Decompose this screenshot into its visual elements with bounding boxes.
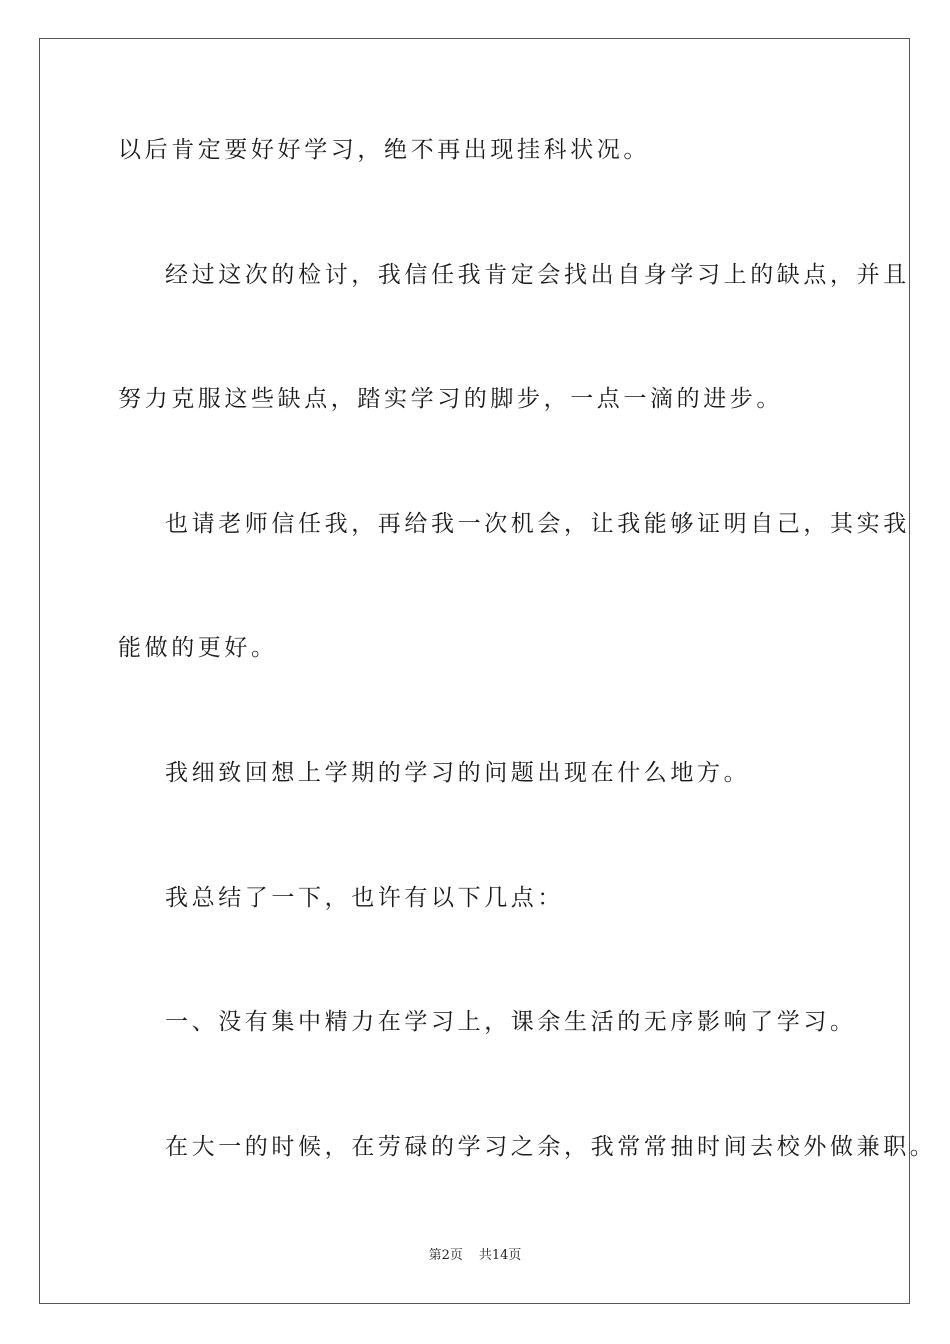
page-border <box>39 38 910 1304</box>
text-line: 能做的更好。 <box>118 635 278 661</box>
text-line: 我细致回想上学期的学习的问题出现在什么地方。 <box>165 760 751 786</box>
text-line: 在大一的时候，在劳碌的学习之余，我常常抽时间去校外做兼职。 <box>165 1134 937 1160</box>
text-line: 一、没有集中精力在学习上，课余生活的无序影响了学习。 <box>165 1009 857 1035</box>
page-total: 共14页 <box>478 1248 522 1263</box>
text-line: 也请老师信任我，再给我一次机会，让我能够证明自己，其实我 <box>165 511 910 537</box>
text-line: 努力克服这些缺点，踏实学习的脚步，一点一滴的进步。 <box>118 386 783 412</box>
page-number: 第2页 <box>428 1248 463 1263</box>
text-line: 经过这次的检讨，我信任我肯定会找出自身学习上的缺点，并且 <box>165 262 910 288</box>
text-line: 我总结了一下，也许有以下几点： <box>165 885 564 911</box>
page-footer <box>0 1247 950 1265</box>
text-line: 以后肯定要好好学习，绝不再出现挂科状况。 <box>118 137 650 163</box>
